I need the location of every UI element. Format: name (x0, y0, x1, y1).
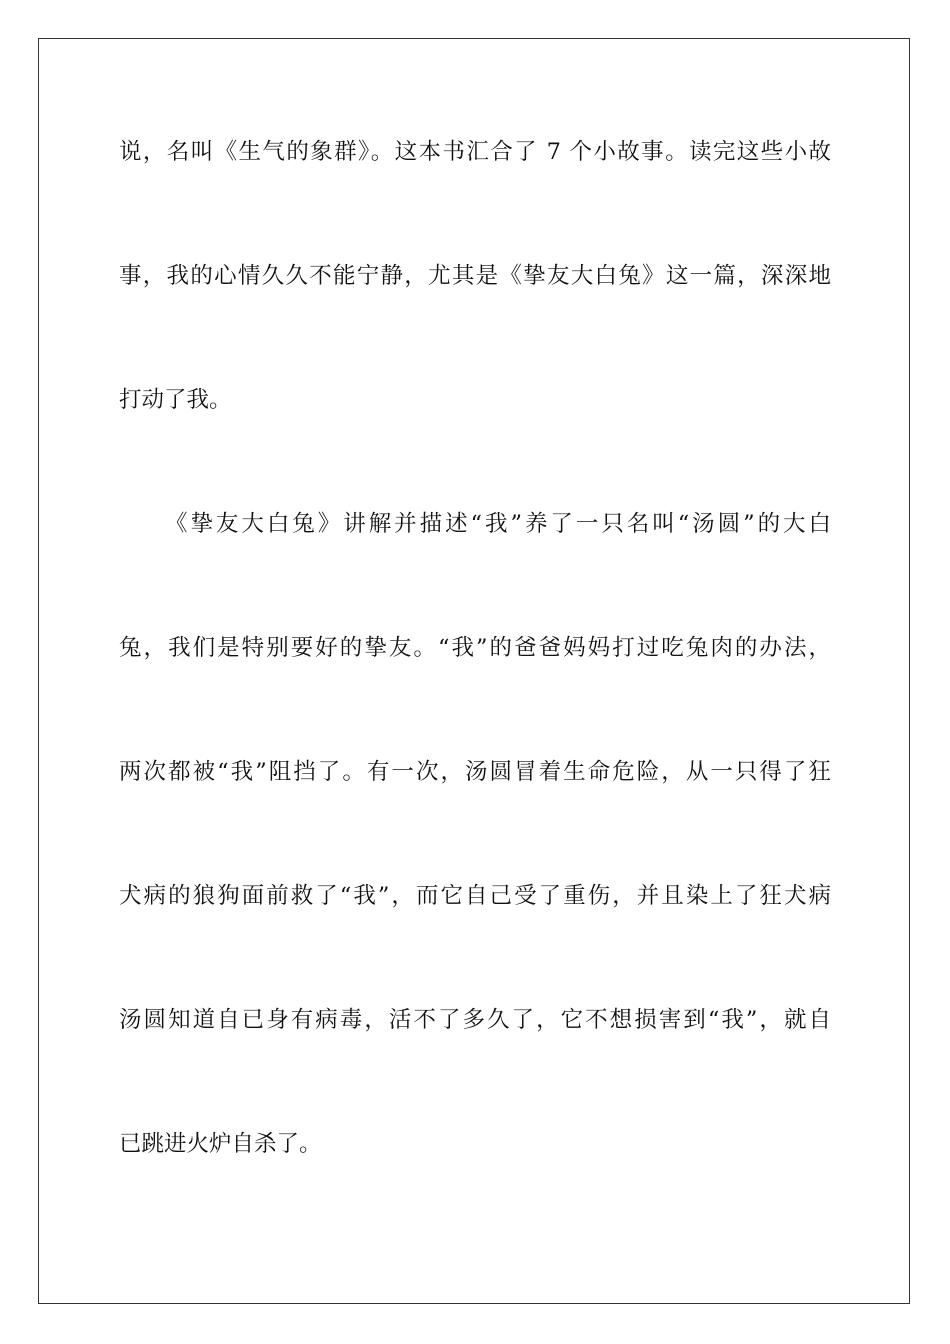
paragraph-2-line-1: 《挚友大白兔》讲解并描述“我”养了一只名叫“汤圆”的大白 (165, 511, 831, 537)
paragraph-2-line-5: 汤圆知道自已身有病毒，活不了多久了，它不想损害到“我”，就自 (119, 1007, 831, 1033)
paragraph-1-line-2: 事，我的心情久久不能宁静，尤其是《挚友大白兔》这一篇，深深地 (119, 263, 831, 289)
page-frame (38, 38, 910, 1304)
paragraph-1-line-3: 打动了我。 (119, 387, 232, 413)
paragraph-2-line-3: 两次都被“我”阻挡了。有一次，汤圆冒着生命危险，从一只得了狂 (119, 759, 831, 785)
paragraph-2-line-6: 已跳进火炉自杀了。 (119, 1131, 322, 1157)
paragraph-2-line-4: 犬病的狼狗面前救了“我”，而它自己受了重伤，并且染上了狂犬病 (119, 883, 831, 909)
paragraph-1-line-1: 说，名叫《生气的象群》。这本书汇合了 7 个小故事。读完这些小故 (119, 139, 831, 165)
paragraph-2-line-2: 兔，我们是特别要好的挚友。“我”的爸爸妈妈打过吃兔肉的办法， (119, 635, 831, 661)
